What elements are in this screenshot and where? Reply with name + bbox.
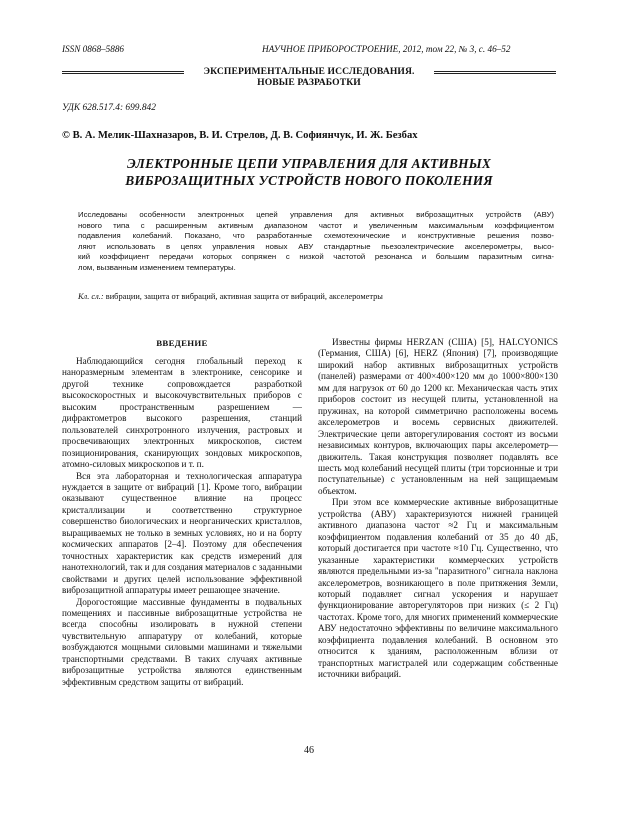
keywords-label: Кл. сл.:: [78, 292, 104, 301]
paragraph: Дорогостоящие массивные фундаменты в подвальных помещениях и пассивные виброзащитные устройства не всегда способны изолировать в нужной степени чувствительную аппаратуру от колебаний, которые возбуждаются мощными силовыми машинами и тяжелыми транспортными средствами. В таких случаях активные виброзащитные устройства являются единственным эффективным средством защиты от вибраций.: [62, 596, 302, 687]
abstract-line: подавления колебаний. Показано, что разработанные схемотехнические и конструктивные решения позво-: [78, 231, 554, 241]
article-title-line2: ВИБРОЗАЩИТНЫХ УСТРОЙСТВ НОВОГО ПОКОЛЕНИЯ: [125, 172, 493, 188]
section-heading-line1: ЭКСПЕРИМЕНТАЛЬНЫЕ ИССЛЕДОВАНИЯ.: [203, 66, 415, 77]
intro-heading: ВВЕДЕНИЕ: [156, 338, 208, 348]
paragraph: При этом все коммерческие активные виброзащитные устройства (АВУ) характеризуются нижней границей активного диапазона частот ≈2 Гц и максимальным коэффициентом подавления колебаний от 35 до 40 дБ, который достигается при частоте ≈10 Гц. Существенно, что указанные характеристики коммерческих устройств являются предельными из-за "паразитного" сигнала наклона акселерометров, возникающего в поле притяжения Земли, который подавляет сигнал ускорения и нарушает функционирование авторегуляторов при низких (≤ 2 Гц) частотах. Кроме того, для многих применений коммерческие АВУ недостаточно эффективны по величине максимального коэффициента подавления колебаний. В основном это относится к зданиям, расположенным вблизи от транспортных магистралей или содержащим собственные источники вибраций.: [318, 497, 558, 680]
section-heading-line2: НОВЫЕ РАЗРАБОТКИ: [257, 77, 361, 89]
abstract-line: нового типа с расширенным активным диапазоном частот и увеличенным максимальным коэффициентом: [78, 220, 554, 230]
authors-line: © В. А. Мелик-Шахназаров, В. И. Стрелов, Д. В. Софиянчук, И. Ж. Безбах: [62, 130, 418, 141]
abstract: [78, 210, 554, 274]
abstract-line: Исследованы особенности электронных цепей управления для активных виброзащитных устройств (АВУ): [78, 210, 554, 219]
udk-code: УДК 628.517.4: 699.842: [62, 103, 156, 113]
issn-number: ISSN 0868–5886: [62, 44, 125, 54]
journal-citation: НАУЧНОЕ ПРИБОРОСТРОЕНИЕ, 2012, том 22, № 3, с. 46–52: [262, 44, 511, 54]
paragraph: Известны фирмы HERZAN (США) [5], HALCYONICS (Германия, США) [6], HERZ (Япония) [7], производящие широкий набор активных виброзащитных устройств (панелей) размерами от 400×400×120 мм до 1000×800×130 мм для нагрузок от 60 до 1200 кг. Механическая часть этих приборов состоит из несущей плиты, установленной на пружинах, на которой симметрично расположены восемь акселерометров и восемь сервисных движителей. Электрические цепи авторегулирования состоят из восьми независимых контуров, включающих пары акселерометр—движитель. Такая конструкция позволяет подавлять все шесть мод колебаний несущей плиты (три торсионные и три поступательные) с установленным на ней защищаемым объектом.: [318, 337, 558, 496]
right-column: [318, 337, 558, 681]
section-heading: [0, 66, 618, 89]
abstract-line: лом, вызванным изменением температуры.: [78, 262, 236, 272]
paragraph: Вся эта лабораторная и технологическая аппаратура нуждается в защите от вибраций [1]. Кроме того, вибрации оказывают существенное влияние на процесс кристаллизации и соответственно структурное совершенство биологических и неорганических кристаллов, выращиваемых не только в земных условиях, но и на борту космических аппаратов [2–4]. Поэтому для обеспечения точностных характеристик как средств измерений для нанотехнологий, так и для создания материалов с заданными свойствами и других целей использование эффективной виброзащитной аппаратуры имеет решающее значение.: [62, 470, 302, 596]
article-title-line1: ЭЛЕКТРОННЫЕ ЦЕПИ УПРАВЛЕНИЯ ДЛЯ АКТИВНЫХ: [126, 156, 492, 171]
keywords-text: вибрации, защита от вибраций, активная защита от вибраций, акселерометры: [103, 292, 383, 301]
abstract-line: ляют использовать в цепях управления новых АВУ стандартные пьезоэлектрические акселерометры, высо-: [78, 241, 554, 251]
article-title: [0, 156, 618, 189]
left-column: [62, 356, 302, 688]
keywords: [78, 292, 554, 303]
page-number: 46: [304, 745, 314, 756]
abstract-line: кий коэффициент передачи которых сопряжен с низкой частотой резонанса и большим паразитным сигна-: [78, 252, 554, 262]
paragraph: Наблюдающийся сегодня глобальный переход к наноразмерным элементам в электронике, сенсорике и другой технике сопровождается разработкой высокоскоростных и высокочувствительных приборов с высоким пространственным разрешением — дифрактометров высокого разрешения, станций пользователей синхротронного излучения, растровых и просвечивающих электронных микроскопов, систем позиционирования, сканирующих зондовых микроскопов, атомно-силовых микроскопов и т. п.: [62, 356, 302, 470]
